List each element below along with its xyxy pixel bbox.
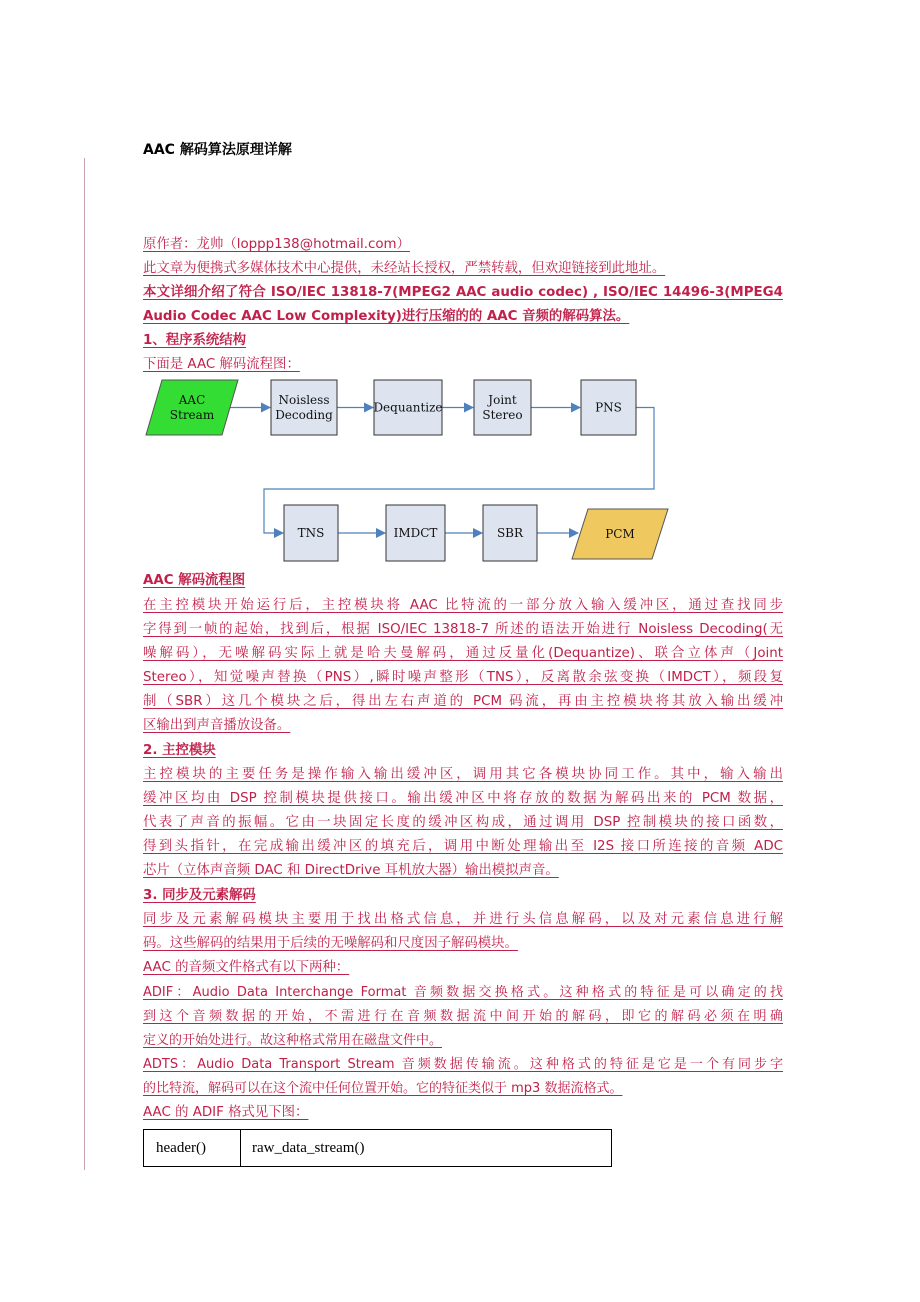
section-2-heading [143, 739, 783, 763]
paragraph-line: ADTS：Audio Data Transport Stream 音频数据传输流。这种格式的特征是它是一个有同步字 [143, 1057, 783, 1072]
intro-line: Audio Codec AAC Low Complexity)进行压缩的的 AAC 音频的解码算法。 [143, 309, 630, 324]
dequantize-node [373, 380, 442, 435]
section-3-paragraph [143, 908, 783, 956]
section-1-heading-text: 1、程序系统结构 [143, 333, 247, 348]
flowchart-caption [143, 569, 783, 593]
paragraph-line: 代表了声音的振幅。它由一块固定长度的缓冲区构成，通过调用 DSP 控制模块的接口函数， [143, 815, 783, 830]
section-3-heading-text: 3. 同步及元素解码 [143, 888, 256, 903]
document-title: AAC 解码算法原理详解 [143, 142, 292, 158]
paragraph-line: 码。这些解码的结果用于后续的无噪解码和尺度因子解码模块。 [143, 936, 518, 951]
paragraph-line: 芯片（立体声音频 DAC 和 DirectDrive 耳机放大器）输出模拟声音。 [143, 863, 559, 878]
joint-stereo-label: Stereo [482, 408, 523, 422]
paragraph-line: 制（SBR）这几个模块之后，得出左右声道的 PCM 码流，再由主控模块将其放入输出缓冲 [143, 694, 783, 709]
aac-stream-label: AAC [178, 393, 206, 407]
aac-stream-label: Stream [169, 408, 215, 422]
pns-label: PNS [595, 400, 622, 415]
section-2-paragraph [143, 763, 783, 883]
paragraph-line: 同步及元素解码模块主要用于找出格式信息，并进行头信息解码，以及对元素信息进行解 [143, 912, 783, 927]
paragraph-line: Stereo），知觉噪声替换（PNS）,瞬时噪声整形（TNS），反离散余弦变换（IMDCT），频段复 [143, 670, 783, 685]
intro-line: 本文详细介绍了符合 ISO/IEC 13818-7(MPEG2 AAC audio codec) , ISO/IEC 14496-3(MPEG4 [143, 285, 783, 300]
noisless-decoding-node [271, 380, 337, 435]
author-line [143, 233, 783, 257]
sbr-node [483, 505, 537, 561]
paragraph-line: ADIF：Audio Data Interchange Format 音频数据交换格式。这种格式的特征是可以确定的找 [143, 985, 783, 1000]
imdct-node [386, 505, 445, 561]
pcm-label: PCM [605, 527, 635, 541]
aac-stream-node [146, 380, 238, 435]
pcm-node [572, 509, 668, 559]
revision-margin-bar [84, 158, 85, 1170]
paragraph-line: 到这个音频数据的开始，不需进行在音频数据流中间开始的解码，即它的解码必须在明确 [143, 1009, 783, 1024]
flowchart-caption-text: AAC 解码流程图 [143, 573, 246, 588]
adif-paragraph [143, 981, 783, 1053]
paragraph-line: 字得到一帧的起始，找到后，根据 ISO/IEC 13818-7 所述的语法开始进行 Noisless Decoding(无 [143, 622, 783, 637]
paragraph-line: 噪解码），无噪解码实际上就是哈夫曼解码，通过反量化(Dequantize)、联合立体声（Joint [143, 646, 783, 661]
table-cell-header: header() [144, 1130, 241, 1166]
paragraph-line: 缓冲区均由 DSP 控制模块提供接口。输出缓冲区中将存放的数据为解码出来的 PCM 数据， [143, 791, 783, 806]
formats-lead [143, 956, 783, 980]
notice-text: 此文章为便携式多媒体技术中心提供，未经站长授权，严禁转载，但欢迎链接到此地址。 [143, 261, 666, 276]
paragraph-line: 区输出到声音播放设备。 [143, 718, 291, 733]
author-text: 原作者：龙帅（loppp138@hotmail.com） [143, 237, 410, 252]
section-1-paragraph [143, 594, 783, 738]
section-1-heading [143, 329, 783, 353]
joint-stereo-node [474, 380, 531, 435]
aac-decoding-flowchart [140, 372, 680, 572]
formats-lead-text: AAC 的音频文件格式有以下两种： [143, 960, 350, 975]
table-cell-raw-data-stream: raw_data_stream() [252, 1140, 365, 1156]
flowchart-nodes [146, 380, 668, 561]
paragraph-line: 的比特流，解码可以在这个流中任何位置开始。它的特征类似于 mp3 数据流格式。 [143, 1081, 623, 1096]
adif-format-table [143, 1129, 612, 1167]
dequantize-label: Dequantize [373, 400, 443, 415]
adif-lead [143, 1101, 783, 1125]
sbr-label: SBR [496, 526, 524, 540]
tns-node [284, 505, 338, 561]
tns-label: TNS [297, 526, 325, 540]
joint-stereo-label: Joint [488, 393, 517, 407]
adif-lead-text: AAC 的 ADIF 格式见下图： [143, 1105, 309, 1120]
section-3-heading [143, 884, 783, 908]
notice-line [143, 257, 783, 281]
paragraph-line: 在主控模块开始运行后，主控模块将 AAC 比特流的一部分放入输入缓冲区，通过查找同步 [143, 598, 783, 613]
intro-paragraph [143, 281, 783, 329]
paragraph-line: 主控模块的主要任务是操作输入输出缓冲区，调用其它各模块协同工作。其中，输入输出 [143, 767, 783, 782]
pns-node [581, 380, 636, 435]
paragraph-line: 定义的开始处进行。故这种格式常用在磁盘文件中。 [143, 1033, 443, 1048]
noisless-decoding-label: Noisless [278, 393, 330, 407]
section-1-lead-text: 下面是 AAC 解码流程图： [143, 357, 300, 372]
noisless-decoding-label: Decoding [275, 408, 333, 422]
adts-paragraph [143, 1053, 783, 1101]
section-2-heading-text: 2. 主控模块 [143, 743, 216, 758]
paragraph-line: 得到头指针，在完成输出缓冲区的填充后，调用中断处理输出至 I2S 接口所连接的音频 ADC [143, 839, 783, 854]
imdct-label: IMDCT [393, 526, 438, 540]
